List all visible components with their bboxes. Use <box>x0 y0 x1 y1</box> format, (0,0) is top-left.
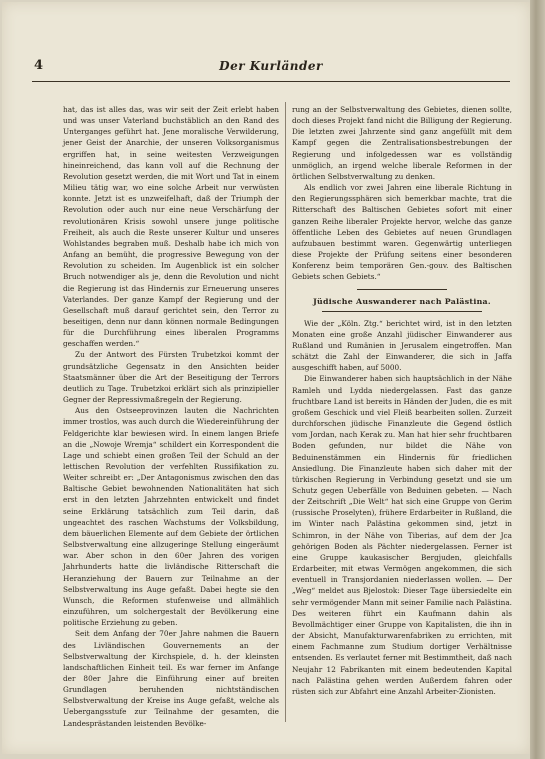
column-divider <box>285 102 286 722</box>
section-heading: Jüdische Auswanderer nach Palästina. <box>313 296 491 306</box>
left-paragraph-1: hat, das ist alles das, was wir seit der Zeit erlebt haben und was unser Vaterland buchstäblich an den Rand des Unterganges geführt hat. Jene moralische Verwilderung, jener Geist der Anarchie, der unseren Volksorganismus ergriffen hat, in seine weitesten Verzweigungen hineinreichend, das kann voll auf die Rechnung der Revolution gesetzt werden, die mit Wort und Tat in einem Milieu tätig war, wo eine solche Arbeit nur verwüsten konnte. Jetzt ist es unzweifelhaft, daß der Triumph der Revolution oder auch nur eine neue Verschärfung der revolutionären Krisis sowohl unsere junge politische Freiheit, als auch die Reste unserer Kultur und unseres Wohlstandes begraben muß. Deshalb habe ich mich von Anfang an bemüht, die progressive Bewegung von der Revolution zu scheiden. Im Augenblick ist ein solcher Bruch notwendiger als je, denn die Revolution und nicht die Regierung ist das Hindernis zur Erneuerung unseres Vaterlandes. Der ganze Kampf der Regierung und der Gesellschaft muß darauf gerichtet sein, den Terror zu beseitigen, denn nur dann können normale Bedingungen für die Durchführung eines liberalen Programms geschaffen werden.“ <box>63 105 279 349</box>
left-paragraph-3: Aus den Ostseeprovinzen lauten die Nachrichten immer trostlos, was auch durch die Wiedereinführung der Feldgerichte klar bewiesen wird. In einem langen Briefe an die „Nowoje Wremja“ schildert ein Korrespondent die Lage und schiebt einen großen Teil der Schuld an der lettischen Revolution der verfehlten Russifikation zu. Weiter schreibt er: „Der Antagonismus zwischen den das Baltische Gebiet bewohnenden Nationalitäten hat sich erst in den letzten Jahrzehnten entwickelt und findet seine Erklärung tatsächlich zum Teil darin, daß ungeachtet des raschen Wachstums der Volksbildung, dem bäuerlichen Elemente auf dem Gebiete der örtlichen Selbstverwaltung eine allzugeringe Stellung eingeräumt war. Aber schon in den 60er Jahren des vorigen Jahrhunderts hatte die livländische Ritterschaft die Heranziehung der Bauern zur Teilnahme an der Selbstverwaltung ins Auge gefaßt. Dabei hegte sie den Wunsch, die Reformen stufenweise und allmählich einzuführen, um solchergestalt der Bevölkerung eine politische Erziehung zu geben. <box>63 406 279 628</box>
section-rule-bottom <box>322 311 482 312</box>
right-paragraph-2: Als endlich vor zwei Jahren eine liberale Richtung in den Regierungssphären sich bemerkbar machte, trat die Ritterschaft des Baltischen Gebietes sofort mit einer ganzen Reihe liberaler Projekte hervor, welche das ganze öffentliche Leben des Gebietes auf neuen Grundlagen aufzubauen bestimmt waren. Gegenwärtig unterliegen diese Projekte der Prüfung seitens einer besonderen Konferenz beim temporären Gen.-gouv. des Baltischen Gebiets schen Gebiets.“ <box>292 183 512 282</box>
newspaper-page <box>2 2 530 754</box>
page-number: 4 <box>34 58 44 73</box>
right-paragraph-1: rung an der Selbstverwaltung des Gebietes, dienen sollte, doch dieses Projekt fand nicht die Billigung der Regierung. Die letzten zwei Jahrzente sind ganz angefüllt mit dem Kampf gegen die Zentralisationsbestrebungen der Regierung und infolgedessen war es vollständig unmöglich, an irgend welche liberale Reformen in der örtlichen Selbstverwaltung zu denken. <box>292 105 512 181</box>
right-paragraph-4: Die Einwanderer haben sich hauptsächlich in der Nähe Ramleh und Lydda niedergelassen. Fast das ganze fruchtbare Land ist bereits in Händen der Juden, die es mit großem Geschick und viel Fleiß bearbeiten sollen. Zurzeit durchforschen jüdische Finanzleute die Gegend östlich vom Jordan, nach Kerak zu. Man hat hier sehr fruchtbaren Boden gefunden, nur bildet die Nähe von Beduinenstämmen ein Hindernis für friedlichen Ansiedlung. Die Finanzleute haben sich daher mit der türkischen Regierung in Verbindung gesetzt und sie um Schutz gegen Ueberfälle von Beduinen gebeten. — Nach der Zeitschrift „Die Welt“ hat sich eine Gruppe von Gerim (russische Proselyten), frühere Erdarbeiter in Rußland, die im Winter nach Palästina gekommen sind, jetzt in Schimron, in der Nähe von Tiberias, auf dem der Jca gehörigen Boden als Pächter niedergelassen. Ferner ist eine Gruppe kaukasischer Bergjuden, gleichfalls Erdarbeiter, mit etwas Vermögen angekommen, die sich eventuell in Transjordanien niederlassen wollen. — Der „Weg“ meldet aus Bjelostok: Dieser Tage übersiedelte ein sehr vermögender Mann mit seiner Familie nach Palästina. Des weiteren führt ein Kaufmann dahin als Bevollmächtiger einer Gruppe von Kapitalisten, die ihn in der Absicht, Manufakturwarenfabriken zu errichten, mit einem Fachmanne zum Studium dortiger Verhältnisse entsenden. Es verlautet ferner mit Bestimmtheit, daß nach Neujahr 12 Fabrikanten mit einem bedeutenden Kapital nach Palästina gehen werden Außerdem fahren oder rüsten sich zur Abfahrt eine Anzahl Arbeiter-Zionisten. <box>292 374 512 696</box>
left-column <box>63 104 279 729</box>
right-paragraph-3: Wie der „Köln. Ztg.“ berichtet wird, ist in den letzten Monaten eine große Anzahl jüdischer Einwanderer aus Rußland und Rumänien in Jerusalem eingetroffen. Man schätzt die Zahl der Einwanderer, die sich in Jaffa ausgeschifft haben, auf 5000. <box>292 318 512 373</box>
section-rule-top <box>357 289 447 290</box>
left-paragraph-2: Zu der Antwort des Fürsten Trubetzkoi kommt der grundsätzliche Gegensatz in den Ansichten beider Staatsmänner über die Art der Beseitigung der Terrors deutlich zu Tage. Trubetzkoi erklärt sich als prinzipieller Gegner der Repressivmaßregeln der Regierung. <box>63 350 279 405</box>
page-header <box>32 58 510 78</box>
header-rule <box>32 81 510 82</box>
right-column <box>292 104 512 697</box>
left-paragraph-4: Seit dem Anfang der 70er Jahre nahmen die Bauern des Livländischen Gouvernements an der Selbstverwaltung der Kirchspiele, d. h. der kleinsten landschaftlichen Einheit teil. Es war ferner im Anfange der 80er Jahre die Einführung einer auf breiten Grundlagen beruhenden nichtständischen Selbstverwaltung der Kreise ins Auge gefaßt, welche als Uebergangsstufe zur Teilnahme der gesamten, die Landesprästanden leistenden Bevölke- <box>63 629 279 728</box>
book-binding-edge <box>530 0 545 759</box>
running-title: Der Kurländer <box>219 59 323 73</box>
